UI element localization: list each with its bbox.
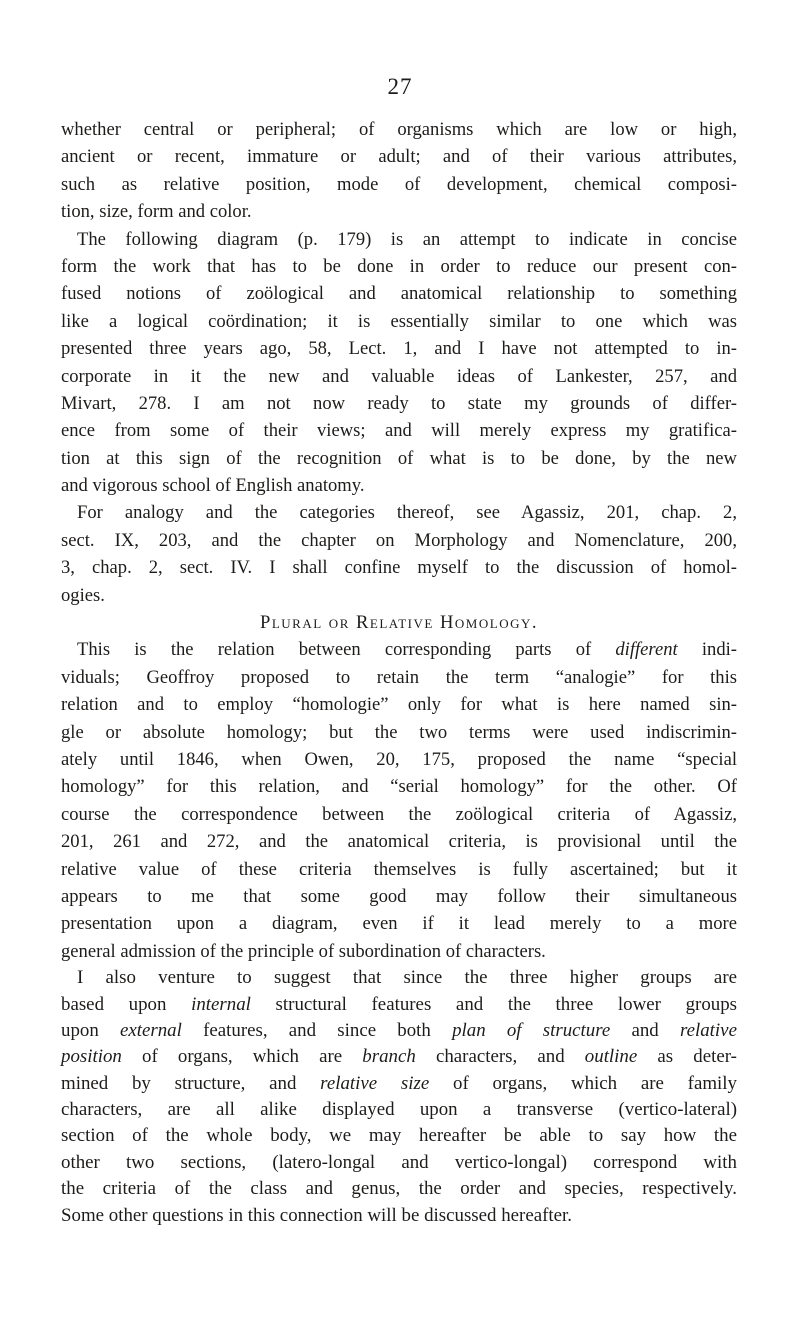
text-line: viduals; Geoffroy proposed to retain the term “analogie” for this	[61, 666, 737, 688]
text-line: Mivart, 278. I am not now ready to state my grounds of differ-	[61, 392, 737, 414]
text-run: upon	[61, 1019, 99, 1041]
text-line: appears to me that some good may follow their simultaneous	[61, 885, 737, 907]
paragraph-2	[61, 226, 737, 500]
text-line: tion, size, form and color.	[61, 201, 252, 223]
text-line: relative value of these criteria themselves is fully ascertained; but it	[61, 858, 737, 880]
text-line: ogies.	[61, 584, 105, 606]
paragraph-1	[61, 116, 737, 226]
text-line: like a logical coördination; it is essentially similar to one which was	[61, 310, 737, 332]
text-line: characters, are all alike displayed upon a transverse (vertico-lateral)	[61, 1099, 737, 1121]
text-line: sect. IX, 203, and the chapter on Morphology and Nomenclature, 200,	[61, 529, 737, 551]
text-line	[61, 1018, 737, 1044]
emphasis: external	[119, 1019, 182, 1041]
text-run: features, and since both	[203, 1019, 431, 1041]
text-line: corporate in it the new and valuable ideas of Lankester, 257, and	[61, 365, 737, 387]
text-line: presentation upon a diagram, even if it lead merely to a more	[61, 913, 737, 935]
text-line: ately until 1846, when Owen, 20, 175, proposed the name “special	[61, 748, 737, 770]
text-line: general admission of the principle of subordination of characters.	[61, 940, 546, 962]
text-line	[61, 1044, 737, 1070]
text-line: relation and to employ “homologie” only for what is here named sin-	[61, 694, 737, 716]
emphasis: position	[61, 1046, 122, 1068]
emphasis: relative	[679, 1019, 737, 1041]
text-line: The following diagram (p. 179) is an attempt to indicate in concise	[77, 228, 737, 250]
paragraph-3	[61, 499, 737, 609]
body-text	[61, 116, 737, 1229]
page-number: 27	[387, 74, 413, 99]
text-run: and	[631, 1019, 659, 1041]
text-line: section of the whole body, we may hereafter be able to say how the	[61, 1125, 737, 1147]
emphasis: internal	[191, 993, 251, 1015]
text-line: fused notions of zoölogical and anatomical relationship to something	[61, 283, 737, 305]
text-line: ancient or recent, immature or adult; and of their various attributes,	[61, 146, 737, 168]
text-line: homology” for this relation, and “serial homology” for the other. Of	[61, 776, 737, 798]
text-run: characters, and	[435, 1046, 565, 1068]
text-line: other two sections, (latero-longal and vertico-longal) correspond with	[61, 1151, 737, 1173]
text-run: as deter-	[657, 1046, 737, 1068]
text-run: structural features and the three lower groups	[275, 993, 738, 1015]
emphasis: relative size	[320, 1072, 430, 1094]
text-run: indi-	[701, 639, 737, 661]
text-run: of organs, which are	[142, 1046, 343, 1068]
emphasis: different	[615, 639, 678, 661]
text-run: based upon	[61, 993, 167, 1015]
text-line: 201, 261 and 272, and the anatomical criteria, is provisional until the	[61, 831, 737, 853]
emphasis: outline	[584, 1046, 638, 1068]
paragraph-5	[61, 965, 737, 1229]
text-line: Some other questions in this connection will be discussed hereafter.	[61, 1204, 572, 1226]
emphasis: branch	[362, 1046, 416, 1068]
text-line: 3, chap. 2, sect. IV. I shall confine myself to the discussion of homol-	[61, 557, 737, 579]
section-heading: Plural or Relative Homology.	[259, 612, 539, 634]
paragraph-4	[61, 636, 737, 965]
text-line: and vigorous school of English anatomy.	[61, 475, 365, 497]
text-line: course the correspondence between the zoölogical criteria of Agassiz,	[61, 803, 737, 825]
text-line: the criteria of the class and genus, the order and species, respectively.	[61, 1178, 737, 1200]
text-line: whether central or peripheral; of organisms which are low or high,	[61, 119, 737, 140]
text-line	[61, 636, 737, 663]
text-line	[61, 1071, 737, 1097]
text-line: tion at this sign of the recognition of what is to be done, by the new	[61, 447, 737, 469]
text-run: This is the relation between corresponding parts of	[77, 639, 592, 661]
text-line: such as relative position, mode of development, chemical composi-	[61, 173, 737, 195]
text-run: of organs, which are family	[453, 1072, 737, 1094]
text-line: presented three years ago, 58, Lect. 1, and I have not attempted to in-	[61, 338, 737, 360]
text-line: gle or absolute homology; but the two terms were used indiscrimin-	[61, 721, 737, 743]
text-line: ence from some of their views; and will merely express my gratifica-	[61, 420, 737, 442]
text-line	[61, 992, 737, 1018]
emphasis: plan of structure	[452, 1019, 611, 1041]
text-line: form the work that has to be done in order to reduce our present con-	[61, 255, 737, 277]
text-line: I also venture to suggest that since the three higher groups are	[77, 967, 737, 989]
text-run: mined by structure, and	[61, 1072, 297, 1094]
text-line: For analogy and the categories thereof, see Agassiz, 201, chap. 2,	[77, 502, 737, 524]
